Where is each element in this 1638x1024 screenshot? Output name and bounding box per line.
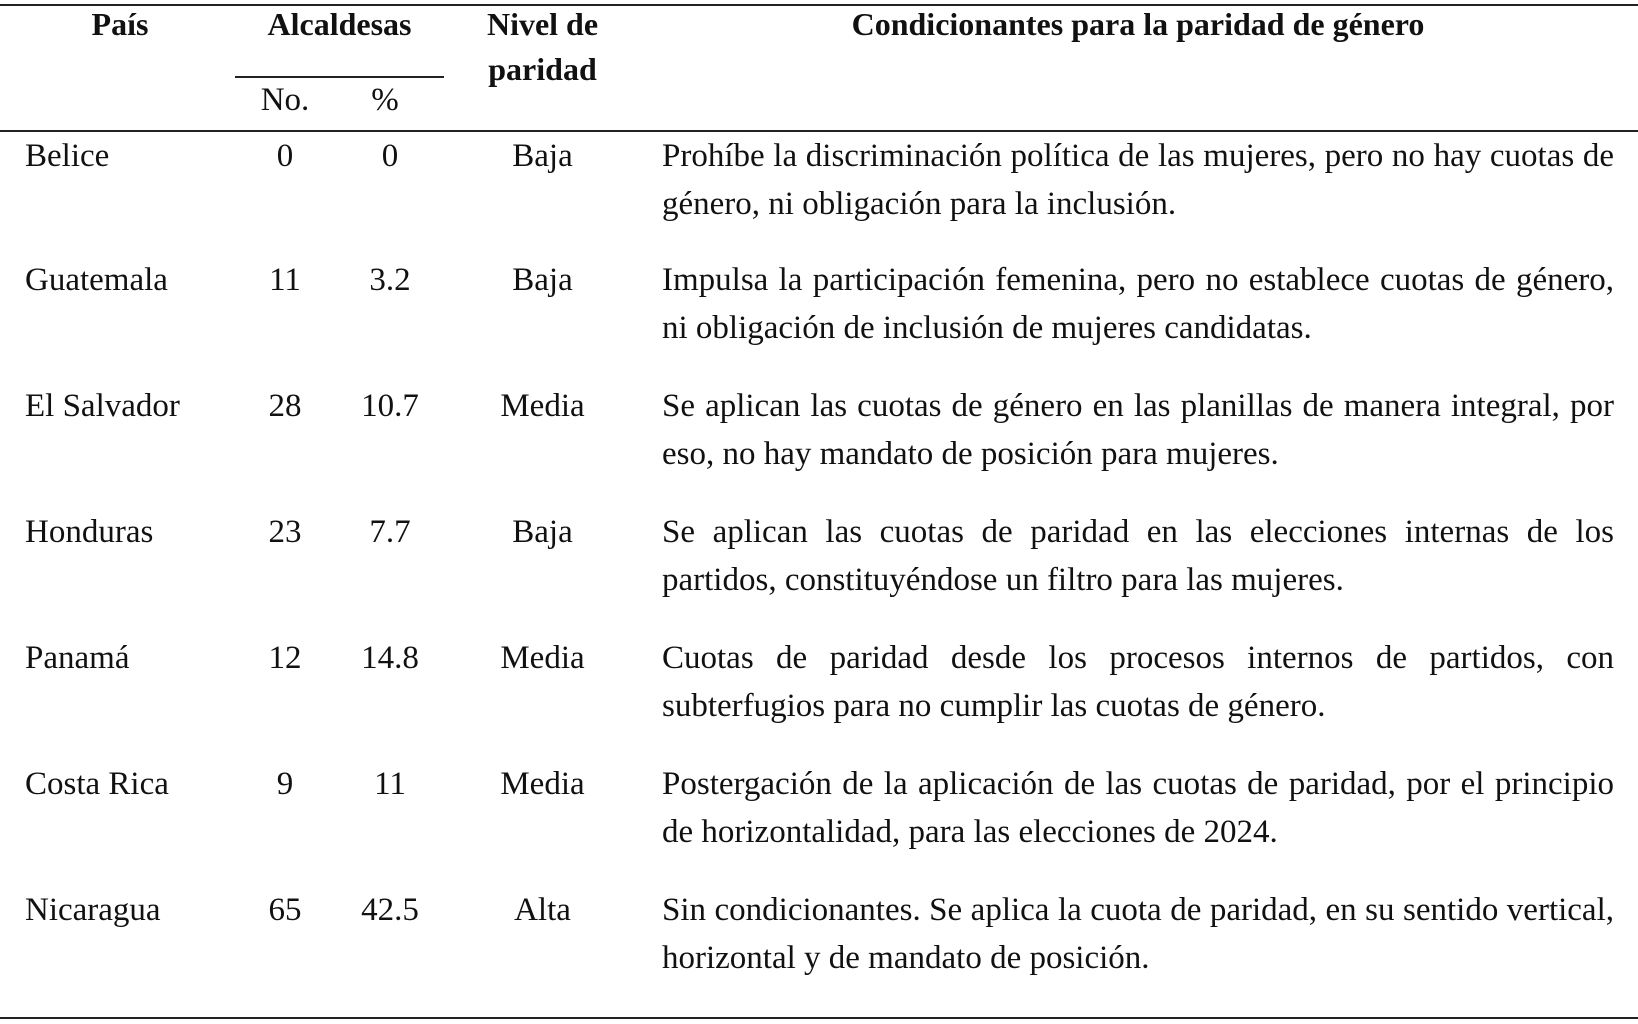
row-country: El Salvador <box>25 388 180 424</box>
row-country: Belice <box>25 138 110 174</box>
header-conditions: Condicionantes para la paridad de género <box>851 6 1425 42</box>
row-mayors-no: 0 <box>276 138 294 174</box>
row-mayors-pct: 14.8 <box>361 640 419 676</box>
row-mayors-no: 11 <box>269 262 301 298</box>
row-mayors-no: 9 <box>276 766 294 802</box>
row-parity-level: Baja <box>512 514 573 550</box>
row-conditions: Sin condicionantes. Se aplica la cuota de paridad, en su sentido vertical, horizontal y de mandato de posición. <box>662 892 1614 976</box>
row-parity-level: Baja <box>512 262 573 298</box>
row-conditions: Impulsa la participación femenina, pero no establece cuotas de género, ni obligación de inclusión de mujeres candidatas. <box>662 262 1614 346</box>
header-mayors: Alcaldesas <box>267 6 412 42</box>
table-row <box>0 886 1638 1012</box>
row-mayors-pct: 42.5 <box>361 892 419 928</box>
row-mayors-no: 28 <box>268 388 302 424</box>
row-country: Nicaragua <box>25 892 161 928</box>
row-conditions: Se aplican las cuotas de género en las planillas de manera integral, por eso, no hay mandato de posición para mujeres. <box>662 388 1614 472</box>
row-mayors-no: 23 <box>268 514 302 550</box>
table-row <box>0 256 1638 382</box>
row-country: Costa Rica <box>25 766 169 802</box>
row-mayors-pct: 3.2 <box>369 262 411 298</box>
table-row <box>0 382 1638 508</box>
row-country: Honduras <box>25 514 154 550</box>
row-conditions: Postergación de la aplicación de las cuotas de paridad, por el principio de horizontalidad, para las elecciones de 2024. <box>662 766 1614 850</box>
row-country: Guatemala <box>25 262 168 298</box>
row-conditions: Cuotas de paridad desde los procesos internos de partidos, con subterfugios para no cumplir las cuotas de género. <box>662 640 1614 724</box>
row-parity-level: Media <box>500 766 585 802</box>
table-row <box>0 634 1638 760</box>
row-country: Panamá <box>25 640 130 676</box>
row-conditions: Prohíbe la discriminación política de las mujeres, pero no hay cuotas de género, ni obligación para la inclusión. <box>662 138 1614 222</box>
row-parity-level: Alta <box>514 892 571 928</box>
header-country: País <box>91 6 149 42</box>
row-conditions: Se aplican las cuotas de paridad en las elecciones internas de los partidos, constituyéndose un filtro para las mujeres. <box>662 514 1614 598</box>
header-mayors-no: No. <box>260 82 310 118</box>
row-mayors-pct: 0 <box>381 138 399 174</box>
table-row <box>0 508 1638 634</box>
row-mayors-pct: 11 <box>374 766 406 802</box>
row-mayors-pct: 10.7 <box>361 388 419 424</box>
row-mayors-no: 12 <box>268 640 302 676</box>
table-row <box>0 760 1638 886</box>
row-parity-level: Media <box>500 388 585 424</box>
header-mayors-pct: % <box>371 82 399 118</box>
row-parity-level: Baja <box>512 138 573 174</box>
row-mayors-pct: 7.7 <box>369 514 411 550</box>
row-mayors-no: 65 <box>268 892 302 928</box>
row-parity-level: Media <box>500 640 585 676</box>
header-mayors-subrule <box>235 76 444 78</box>
table-row <box>0 130 1638 256</box>
header-parity-level: Nivel de paridad <box>486 6 599 87</box>
table-bottom-rule <box>0 1017 1638 1019</box>
